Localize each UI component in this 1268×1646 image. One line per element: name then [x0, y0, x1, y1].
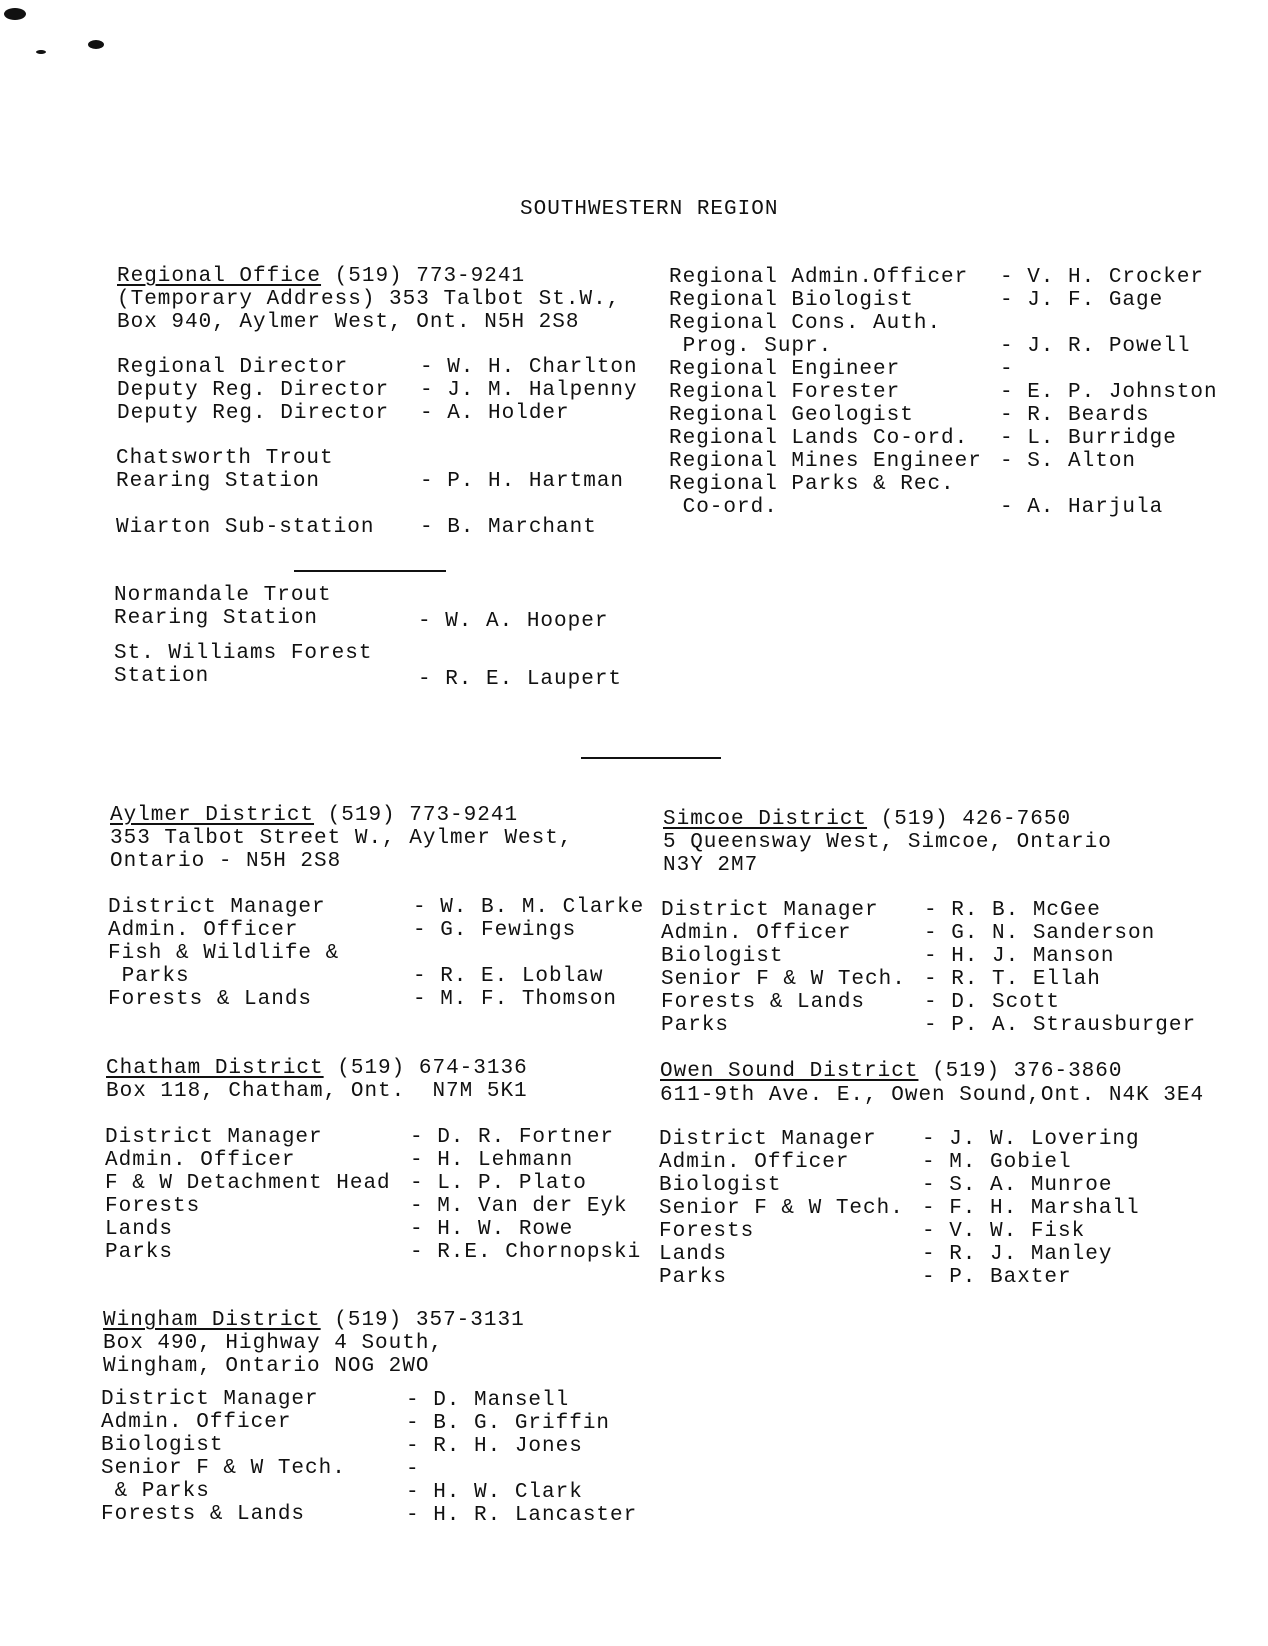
staff-role: F & W Detachment Head [105, 1172, 391, 1195]
scan-speck [4, 8, 26, 20]
scan-speck [88, 40, 104, 49]
staff-name: - W. H. Charlton [420, 356, 638, 379]
scan-speck [36, 50, 46, 54]
staff-name: - D. Scott [924, 991, 1061, 1014]
staff-role: Admin. Officer [108, 919, 299, 942]
staff-role: Admin. Officer [101, 1411, 292, 1434]
staff-role: Regional Engineer [669, 358, 901, 381]
staff-name: - R. E. Laupert [418, 668, 623, 691]
staff-name: - P. H. Hartman [420, 470, 625, 493]
aylmer-district-header [110, 804, 518, 827]
staff-name: - D. R. Fortner [410, 1126, 615, 1149]
simcoe-district-phone: (519) 426-7650 [880, 808, 1072, 831]
district-address-line: Box 490, Highway 4 South, [103, 1332, 444, 1355]
staff-role: Deputy Reg. Director [117, 379, 390, 402]
staff-name: - R. H. Jones [406, 1435, 583, 1458]
staff-name: - A. Harjula [1000, 496, 1164, 519]
staff-role: District Manager [661, 899, 879, 922]
page-title: SOUTHWESTERN REGION [520, 198, 779, 221]
staff-name: - A. Holder [420, 402, 570, 425]
staff-role: Chatsworth Trout [116, 447, 334, 470]
staff-role: Parks [108, 965, 190, 988]
owen-sound-district-name: Owen Sound District [660, 1060, 919, 1083]
staff-role: Parks [661, 1014, 730, 1037]
staff-name: - F. H. Marshall [922, 1197, 1140, 1220]
staff-name: - M. Gobiel [922, 1151, 1072, 1174]
staff-role: Biologist [659, 1174, 782, 1197]
staff-role: & Parks [101, 1480, 210, 1503]
staff-role: Senior F & W Tech. [101, 1457, 346, 1480]
staff-role: Regional Forester [669, 381, 901, 404]
staff-name: - J. M. Halpenny [420, 379, 638, 402]
staff-role: Fish & Wildlife & [108, 942, 340, 965]
staff-role: Forests & Lands [661, 991, 866, 1014]
staff-name: - G. N. Sanderson [924, 922, 1156, 945]
staff-name: - L. Burridge [1000, 427, 1177, 450]
staff-name: - M. F. Thomson [413, 988, 618, 1011]
staff-role: Lands [659, 1243, 728, 1266]
staff-name: - D. Mansell [406, 1389, 570, 1412]
district-address-line: N3Y 2M7 [663, 854, 759, 877]
staff-name: - R.E. Chornopski [410, 1241, 642, 1264]
staff-name: - M. Van der Eyk [410, 1195, 628, 1218]
wingham-district-name: Wingham District [103, 1309, 321, 1332]
staff-name: - E. P. Johnston [1000, 381, 1218, 404]
staff-name: - J. W. Lovering [922, 1128, 1140, 1151]
section-divider [294, 570, 446, 572]
staff-role: Biologist [661, 945, 784, 968]
staff-name: - J. F. Gage [1000, 289, 1164, 312]
staff-name: - L. P. Plato [410, 1172, 587, 1195]
staff-role: Regional Director [117, 356, 349, 379]
staff-role: District Manager [659, 1128, 877, 1151]
staff-role: Forests [105, 1195, 201, 1218]
staff-name: - G. Fewings [413, 919, 577, 942]
staff-role: Regional Lands Co-ord. [669, 427, 969, 450]
chatham-district-name: Chatham District [106, 1057, 324, 1080]
staff-name: - R. T. Ellah [924, 968, 1101, 991]
staff-role: Regional Biologist [669, 289, 914, 312]
district-address-line: Ontario - N5H 2S8 [110, 850, 342, 873]
staff-name: - R. B. McGee [924, 899, 1101, 922]
staff-role: Admin. Officer [659, 1151, 850, 1174]
staff-role: Admin. Officer [661, 922, 852, 945]
staff-name: - H. Lehmann [410, 1149, 574, 1172]
regional-office-address-line: (Temporary Address) 353 Talbot St.W., [117, 288, 621, 311]
staff-role: Parks [105, 1241, 174, 1264]
staff-role: Parks [659, 1266, 728, 1289]
staff-role: Co-ord. [669, 496, 778, 519]
staff-role: District Manager [101, 1388, 319, 1411]
staff-role: Regional Admin.Officer [669, 266, 969, 289]
staff-role: District Manager [105, 1126, 323, 1149]
staff-role: Regional Mines Engineer [669, 450, 982, 473]
staff-name: - V. H. Crocker [1000, 266, 1205, 289]
staff-name: - V. W. Fisk [922, 1220, 1086, 1243]
staff-role: Forests & Lands [108, 988, 313, 1011]
staff-name: - [1000, 358, 1014, 381]
staff-role: Admin. Officer [105, 1149, 296, 1172]
district-address-line: 611-9th Ave. E., Owen Sound,Ont. N4K 3E4 [660, 1084, 1205, 1107]
staff-name: - R. Beards [1000, 404, 1150, 427]
staff-name: - S. Alton [1000, 450, 1137, 473]
staff-name: - W. A. Hooper [418, 610, 609, 633]
staff-role: Rearing Station [114, 607, 319, 630]
district-address-line: 353 Talbot Street W., Aylmer West, [110, 827, 573, 850]
regional-office-phone: (519) 773-9241 [334, 265, 526, 288]
staff-role: Forests & Lands [101, 1503, 306, 1526]
regional-office-address-line: Box 940, Aylmer West, Ont. N5H 2S8 [117, 311, 580, 334]
simcoe-district-name: Simcoe District [663, 808, 868, 831]
staff-role: Normandale Trout [114, 584, 332, 607]
staff-role: Regional Geologist [669, 404, 914, 427]
wingham-district-phone: (519) 357-3131 [334, 1309, 525, 1332]
staff-role: Senior F & W Tech. [661, 968, 906, 991]
staff-role: Lands [105, 1218, 174, 1241]
staff-role: St. Williams Forest [114, 642, 373, 665]
aylmer-district-phone: (519) 773-9241 [327, 804, 519, 827]
staff-name: - H. W. Rowe [410, 1218, 574, 1241]
chatham-district-header [106, 1057, 528, 1080]
wingham-district-header [103, 1309, 525, 1332]
staff-role: Rearing Station [116, 470, 321, 493]
simcoe-district-header [663, 808, 1071, 831]
staff-role: Regional Parks & Rec. [669, 473, 955, 496]
owen-sound-district-phone: (519) 376-3860 [932, 1060, 1123, 1083]
staff-name: - B. G. Griffin [406, 1412, 611, 1435]
owen-sound-district-header [660, 1060, 1123, 1083]
district-address-line: Box 118, Chatham, Ont. N7M 5K1 [106, 1080, 528, 1103]
staff-name: - P. A. Strausburger [924, 1014, 1197, 1037]
staff-role: Deputy Reg. Director [117, 402, 390, 425]
staff-name: - R. E. Loblaw [413, 965, 604, 988]
staff-role: Wiarton Sub-station [116, 516, 375, 539]
chatham-district-phone: (519) 674-3136 [337, 1057, 528, 1080]
staff-role: Forests [659, 1220, 755, 1243]
district-address-line: 5 Queensway West, Simcoe, Ontario [663, 831, 1112, 854]
regional-office-name: Regional Office [117, 265, 322, 288]
staff-role: Biologist [101, 1434, 224, 1457]
staff-name: - [406, 1458, 420, 1481]
staff-name: - P. Baxter [922, 1266, 1072, 1289]
staff-name: - R. J. Manley [922, 1243, 1113, 1266]
staff-name: - J. R. Powell [1000, 335, 1191, 358]
staff-name: - H. J. Manson [924, 945, 1115, 968]
staff-name: - H. W. Clark [406, 1481, 583, 1504]
staff-role: Prog. Supr. [669, 335, 833, 358]
aylmer-district-name: Aylmer District [110, 804, 315, 827]
section-divider [581, 757, 721, 759]
staff-name: - W. B. M. Clarke [413, 896, 645, 919]
staff-name: - H. R. Lancaster [406, 1504, 638, 1527]
staff-name: - S. A. Munroe [922, 1174, 1113, 1197]
staff-name: - B. Marchant [420, 516, 597, 539]
regional-office-header [117, 265, 525, 288]
staff-role: Senior F & W Tech. [659, 1197, 904, 1220]
district-address-line: Wingham, Ontario NOG 2WO [103, 1355, 430, 1378]
staff-role: District Manager [108, 896, 326, 919]
staff-role: Regional Cons. Auth. [669, 312, 942, 335]
staff-role: Station [114, 665, 210, 688]
